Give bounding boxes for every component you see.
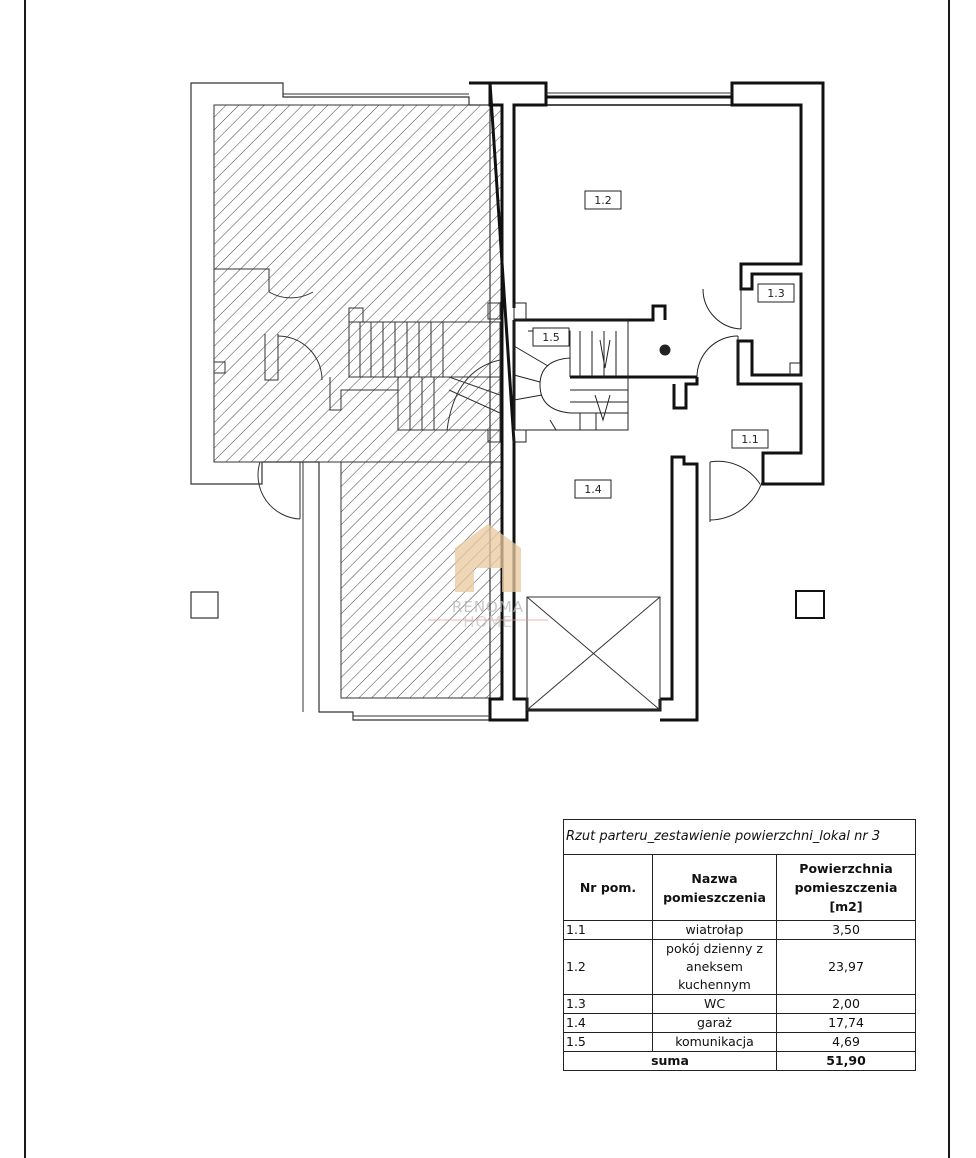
table-header-row — [564, 855, 916, 921]
cell-nazwa: WC — [653, 995, 777, 1014]
cell-pow: 2,00 — [777, 995, 916, 1014]
cell-nr: 1.3 — [564, 995, 653, 1014]
unit-walls — [469, 83, 823, 720]
cell-nazwa: komunikacja — [653, 1033, 777, 1052]
cell-pow: 3,50 — [777, 921, 916, 940]
header-nr: Nr pom. — [564, 855, 653, 921]
cell-nazwa: pokój dzienny z aneksem kuchennym — [653, 940, 777, 995]
svg-text:1.5: 1.5 — [542, 331, 560, 344]
room-label-1.5 — [533, 328, 569, 346]
area-summary-table — [563, 819, 916, 1071]
neighbour-unit — [191, 83, 502, 720]
cell-nazwa: wiatrołap — [653, 921, 777, 940]
svg-text:RENOMA: RENOMA — [451, 598, 525, 616]
cell-nr: 1.2 — [564, 940, 653, 995]
room-label-1.4 — [575, 480, 611, 498]
cell-pow: 4,69 — [777, 1033, 916, 1052]
table-caption-row — [564, 820, 916, 855]
main-stairs — [514, 303, 800, 442]
room-label-1.1 — [732, 430, 768, 448]
table-row — [564, 1014, 916, 1033]
room-label-1.2 — [585, 191, 621, 209]
svg-text:1.1: 1.1 — [741, 433, 759, 446]
column-marker — [796, 591, 824, 618]
table-caption: Rzut parteru_zestawienie powierzchni_lokal nr 3 — [564, 820, 916, 855]
table-sum-row — [564, 1052, 916, 1071]
header-nazwa: Nazwa pomieszczenia — [653, 855, 777, 921]
cell-nr: 1.4 — [564, 1014, 653, 1033]
garage-void — [527, 597, 660, 710]
cell-pow: 17,74 — [777, 1014, 916, 1033]
sum-value: 51,90 — [777, 1052, 916, 1071]
table-row — [564, 940, 916, 995]
doors — [697, 289, 762, 522]
svg-text:1.2: 1.2 — [594, 194, 612, 207]
cell-nr: 1.5 — [564, 1033, 653, 1052]
svg-text:1.3: 1.3 — [767, 287, 785, 300]
table-row — [564, 1033, 916, 1052]
room-label-1.3 — [758, 284, 794, 302]
table-row — [564, 921, 916, 940]
cell-nr: 1.1 — [564, 921, 653, 940]
header-powierzchnia: Powierzchnia pomieszczenia [m2] — [777, 855, 916, 921]
cell-nazwa: garaż — [653, 1014, 777, 1033]
sum-label: suma — [564, 1052, 777, 1071]
svg-text:HOME: HOME — [463, 613, 513, 631]
cell-pow: 23,97 — [777, 940, 916, 995]
svg-text:1.4: 1.4 — [584, 483, 602, 496]
table-row — [564, 995, 916, 1014]
